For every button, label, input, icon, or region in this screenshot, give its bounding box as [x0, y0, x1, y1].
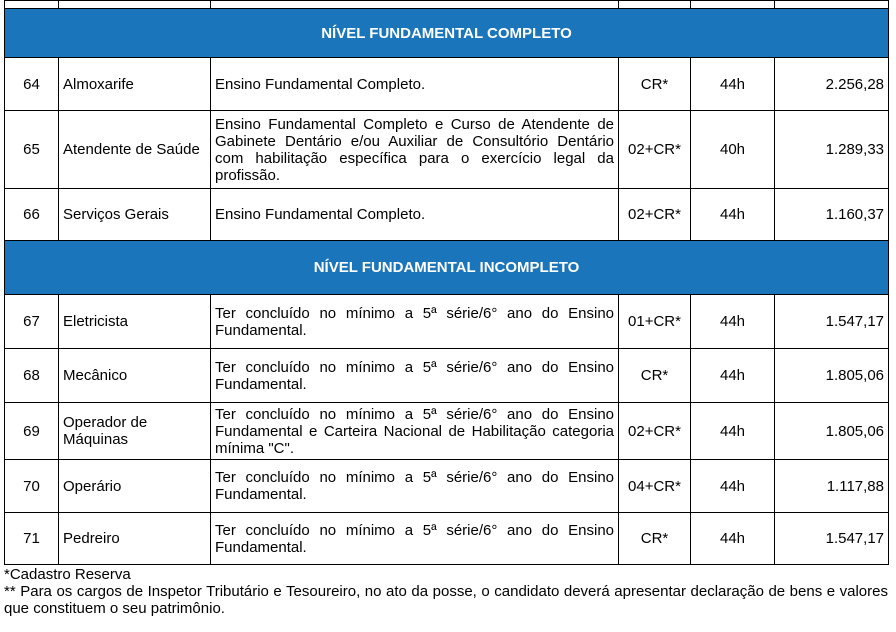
vencimento: 1.289,33: [775, 111, 889, 189]
requisito: Ter concluído no mínimo a 5ª série/6° ano do Ensino Fundamental.: [211, 295, 619, 349]
cargo-name: Pedreiro: [59, 513, 211, 565]
vencimento: 1.805,06: [775, 403, 889, 460]
carga-horaria: 40h: [691, 111, 775, 189]
table-row: [5, 513, 889, 565]
footnote-cadastro-reserva: *Cadastro Reserva: [4, 566, 131, 583]
carga-horaria: 44h: [691, 295, 775, 349]
cargo-name: Mecânico: [59, 349, 211, 403]
vagas: CR*: [619, 513, 691, 565]
carga-horaria: 44h: [691, 460, 775, 513]
vencimento: 1.547,17: [775, 513, 889, 565]
row-number: 70: [5, 460, 59, 513]
vagas: CR*: [619, 349, 691, 403]
vencimento: 1.547,17: [775, 295, 889, 349]
cargo-name: Operador de Máquinas: [59, 403, 211, 460]
requisito: Ter concluído no mínimo a 5ª série/6° ano do Ensino Fundamental.: [211, 513, 619, 565]
vagas: 02+CR*: [619, 403, 691, 460]
section-title: NÍVEL FUNDAMENTAL INCOMPLETO: [5, 241, 889, 295]
cargo-name: Serviços Gerais: [59, 189, 211, 241]
row-number: 67: [5, 295, 59, 349]
cargo-name: Almoxarife: [59, 58, 211, 111]
positions-table: [4, 0, 889, 565]
table-row: [5, 349, 889, 403]
footnote-declaracao-bens: ** Para os cargos de Inspetor Tributário e Tesoureiro, no ato da posse, o candidato deverá apresentar declaração de bens e valores que constituem o seu patrimônio.: [4, 583, 888, 617]
requisito: Ter concluído no mínimo a 5ª série/6° ano do Ensino Fundamental.: [211, 460, 619, 513]
vagas: 04+CR*: [619, 460, 691, 513]
vencimento: 1.805,06: [775, 349, 889, 403]
vencimento: 1.160,37: [775, 189, 889, 241]
row-number: 65: [5, 111, 59, 189]
carga-horaria: 44h: [691, 349, 775, 403]
carga-horaria: 44h: [691, 403, 775, 460]
cargo-name: Atendente de Saúde: [59, 111, 211, 189]
table-row: [5, 58, 889, 111]
carga-horaria: 44h: [691, 58, 775, 111]
requisito: Ensino Fundamental Completo e Curso de Atendente de Gabinete Dentário e/ou Auxiliar de Consultório Dentário com habilitação específica para o exercício legal da profissão.: [211, 111, 619, 189]
footnotes: [4, 566, 888, 617]
row-number: 66: [5, 189, 59, 241]
table-row: [5, 189, 889, 241]
vagas: 01+CR*: [619, 295, 691, 349]
section-title: NÍVEL FUNDAMENTAL COMPLETO: [5, 9, 889, 58]
table-row: [5, 111, 889, 189]
vagas: 02+CR*: [619, 111, 691, 189]
requisito: Ensino Fundamental Completo.: [211, 189, 619, 241]
table-row: [5, 295, 889, 349]
cargo-name: Eletricista: [59, 295, 211, 349]
row-number: 68: [5, 349, 59, 403]
vencimento: 2.256,28: [775, 58, 889, 111]
section-header-fundamental-completo: [5, 9, 889, 58]
row-number: 71: [5, 513, 59, 565]
requisito: Ter concluído no mínimo a 5ª série/6° ano do Ensino Fundamental.: [211, 349, 619, 403]
table-row: [5, 460, 889, 513]
section-header-fundamental-incompleto: [5, 241, 889, 295]
vagas: CR*: [619, 58, 691, 111]
table-row-top-fragment: [5, 1, 889, 9]
carga-horaria: 44h: [691, 513, 775, 565]
row-number: 69: [5, 403, 59, 460]
table-row: [5, 403, 889, 460]
vencimento: 1.117,88: [775, 460, 889, 513]
cargo-name: Operário: [59, 460, 211, 513]
requisito: Ensino Fundamental Completo.: [211, 58, 619, 111]
vagas: 02+CR*: [619, 189, 691, 241]
requisito: Ter concluído no mínimo a 5ª série/6° ano do Ensino Fundamental e Carteira Nacional de Habilitação categoria mínima "C".: [211, 403, 619, 460]
row-number: 64: [5, 58, 59, 111]
carga-horaria: 44h: [691, 189, 775, 241]
